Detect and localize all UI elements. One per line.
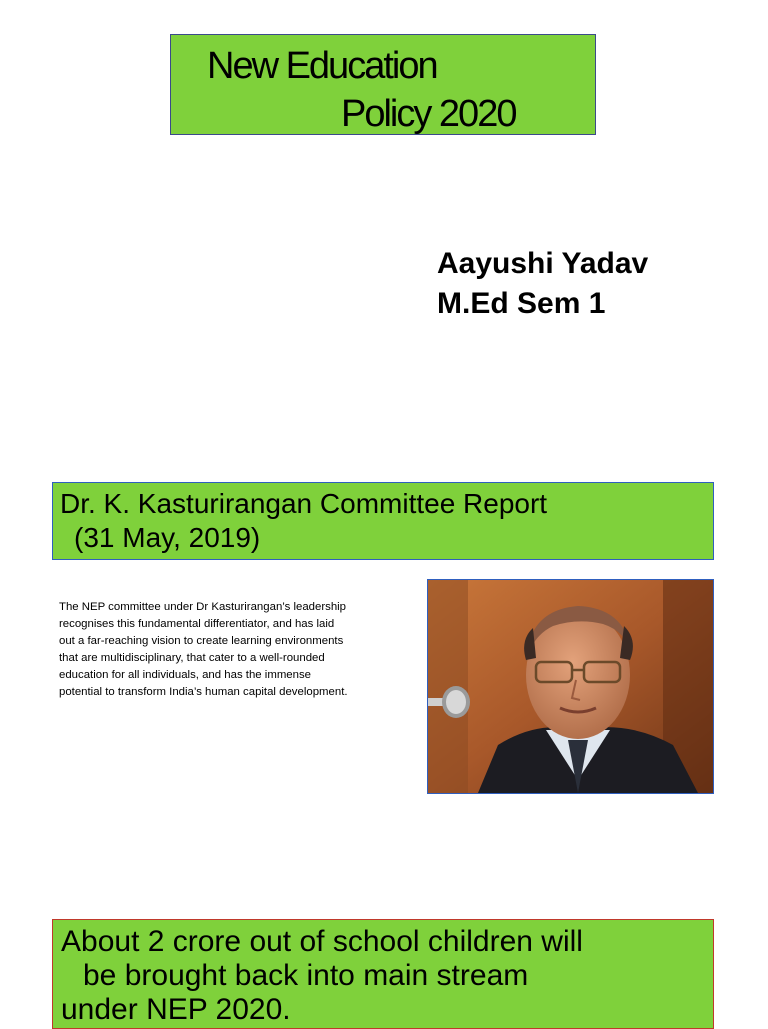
- highlight-box: [52, 919, 714, 1029]
- description-line: out a far-reaching vision to create learning environments: [59, 635, 344, 647]
- title-line-1: New Education: [207, 45, 437, 87]
- committee-heading-line-2: (31 May, 2019): [74, 522, 261, 553]
- author-block: [437, 244, 648, 324]
- highlight-line-2: be brought back into main stream: [83, 959, 529, 992]
- description-line: recognises this fundamental differentiator, and has laid: [59, 618, 335, 630]
- committee-heading-box: [52, 482, 714, 560]
- description-line: The NEP committee under Dr Kasturirangan’s leadership: [59, 601, 347, 613]
- description-line: potential to transform India’s human capital development.: [59, 686, 348, 698]
- title-line-2: Policy 2020: [341, 93, 516, 135]
- title-box: [170, 34, 596, 135]
- author-course: M.Ed Sem 1: [437, 287, 606, 320]
- highlight-line-3: under NEP 2020.: [61, 993, 291, 1026]
- highlight-line-1: About 2 crore out of school children will: [61, 925, 583, 958]
- description-line: that are multidisciplinary, that cater to a well-rounded: [59, 652, 325, 664]
- author-name: Aayushi Yadav: [437, 247, 649, 280]
- description-paragraph: [59, 599, 411, 701]
- committee-heading-line-1: Dr. K. Kasturirangan Committee Report: [60, 488, 548, 519]
- portrait-photo: [427, 579, 714, 794]
- portrait-illustration: [428, 580, 713, 793]
- description-line: education for all individuals, and has the immense: [59, 669, 312, 681]
